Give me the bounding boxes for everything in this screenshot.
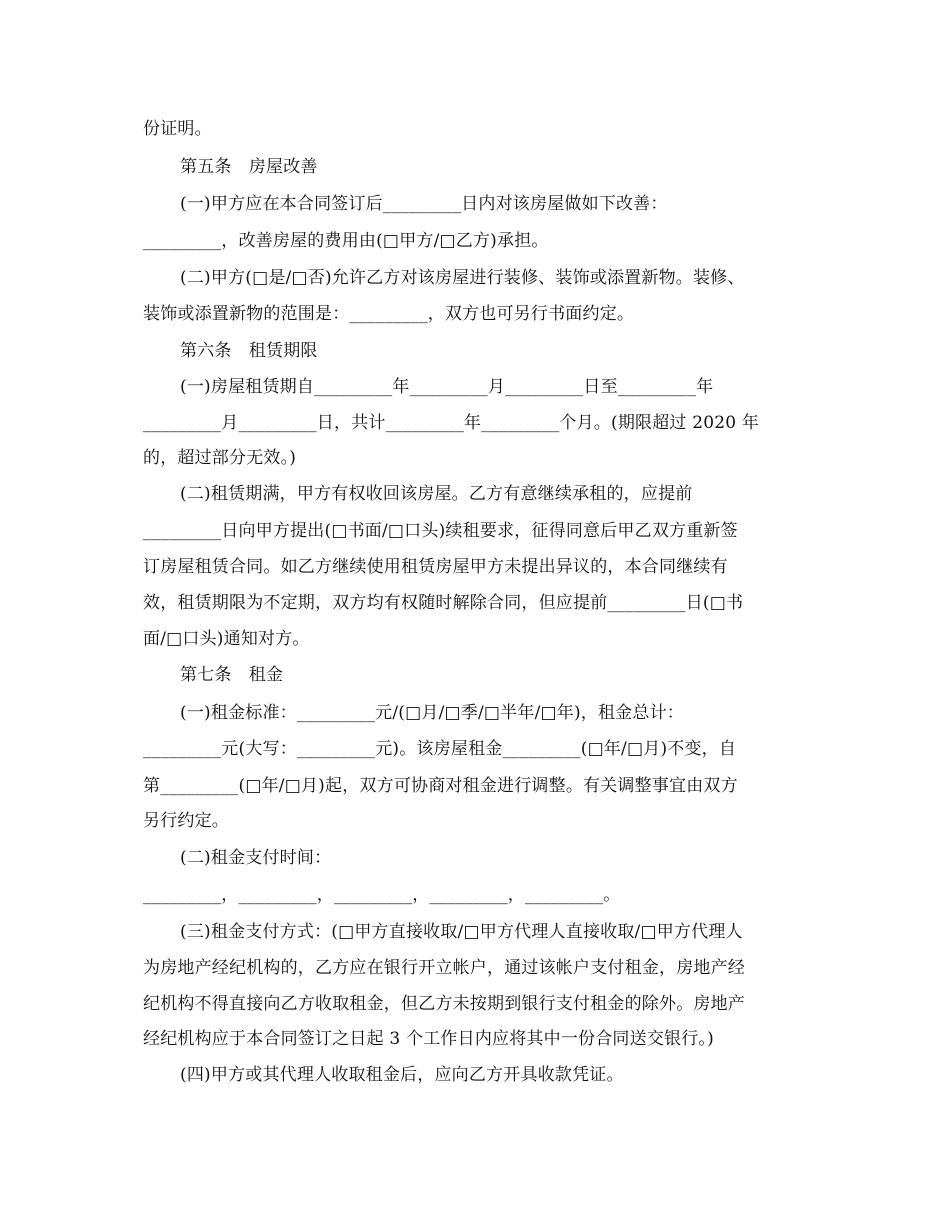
text-line: 另行约定。 <box>143 811 229 831</box>
section-heading: 第五条 房屋改善 <box>180 157 318 177</box>
text-line: 订房屋租赁合同。如乙方继续使用租赁房屋甲方未提出异议的，本合同继续有 <box>143 557 728 577</box>
text-line: _________日向甲方提出(□书面/□口头)续租要求，征得同意后甲乙双方重新签 <box>143 521 738 541</box>
text-line: 纪机构不得直接向乙方收取租金，但乙方未按期到银行支付租金的除外。房地产 <box>143 994 745 1014</box>
text-line: (一)房屋租赁期自_________年_________月_________日至_________年 <box>180 377 714 397</box>
section-heading: 第六条 租赁期限 <box>180 341 318 361</box>
text-line: 经纪机构应于本合同签订之日起 3 个工作日内应将其中一份合同送交银行。) <box>143 1029 714 1049</box>
text-line: _________月_________日，共计_________年_________个月。(期限超过 2020 年 <box>143 413 760 433</box>
text-line: 装饰或添置新物的范围是：_________，双方也可另行书面约定。 <box>143 304 635 324</box>
text-line: 第_________(□年/□月)起，双方可协商对租金进行调整。有关调整事宜由双方 <box>143 776 738 796</box>
text-line: (一)租金标准：_________元/(□月/□季/□半年/□年)，租金总计： <box>180 703 684 723</box>
section-heading: 第七条 租金 <box>180 665 284 685</box>
text-line: (一)甲方应在本合同签订后_________日内对该房屋做如下改善： <box>180 194 668 214</box>
text-line: _________元(大写：_________元)。该房屋租金_________(□年/□月)不变，自 <box>143 739 737 759</box>
text-line: (四)甲方或其代理人收取租金后，应向乙方开具收款凭证。 <box>180 1065 624 1085</box>
text-line: 为房地产经纪机构的，乙方应在银行开立帐户，通过该帐户支付租金，房地产经 <box>143 958 745 978</box>
text-line: (二)甲方(□是/□否)允许乙方对该房屋进行装修、装饰或添置新物。装修、 <box>180 268 745 288</box>
text-line: (二)租赁期满，甲方有权收回该房屋。乙方有意继续承租的，应提前 <box>180 484 693 504</box>
text-line: 份证明。 <box>143 119 212 139</box>
text-line: _________，_________，_________，_________，_________。 <box>143 885 621 905</box>
text-line: 效，租赁期限为不定期，双方均有权随时解除合同，但应提前_________日(□书 <box>143 593 744 613</box>
text-line: (二)租金支付时间： <box>180 848 332 868</box>
text-line: (三)租金支付方式：(□甲方直接收取/□甲方代理人直接收取/□甲方代理人 <box>180 922 743 942</box>
text-line: 的，超过部分无效。) <box>143 448 297 468</box>
text-line: 面/□口头)通知对方。 <box>143 629 310 649</box>
text-line: _________，改善房屋的费用由(□甲方/□乙方)承担。 <box>143 231 549 251</box>
